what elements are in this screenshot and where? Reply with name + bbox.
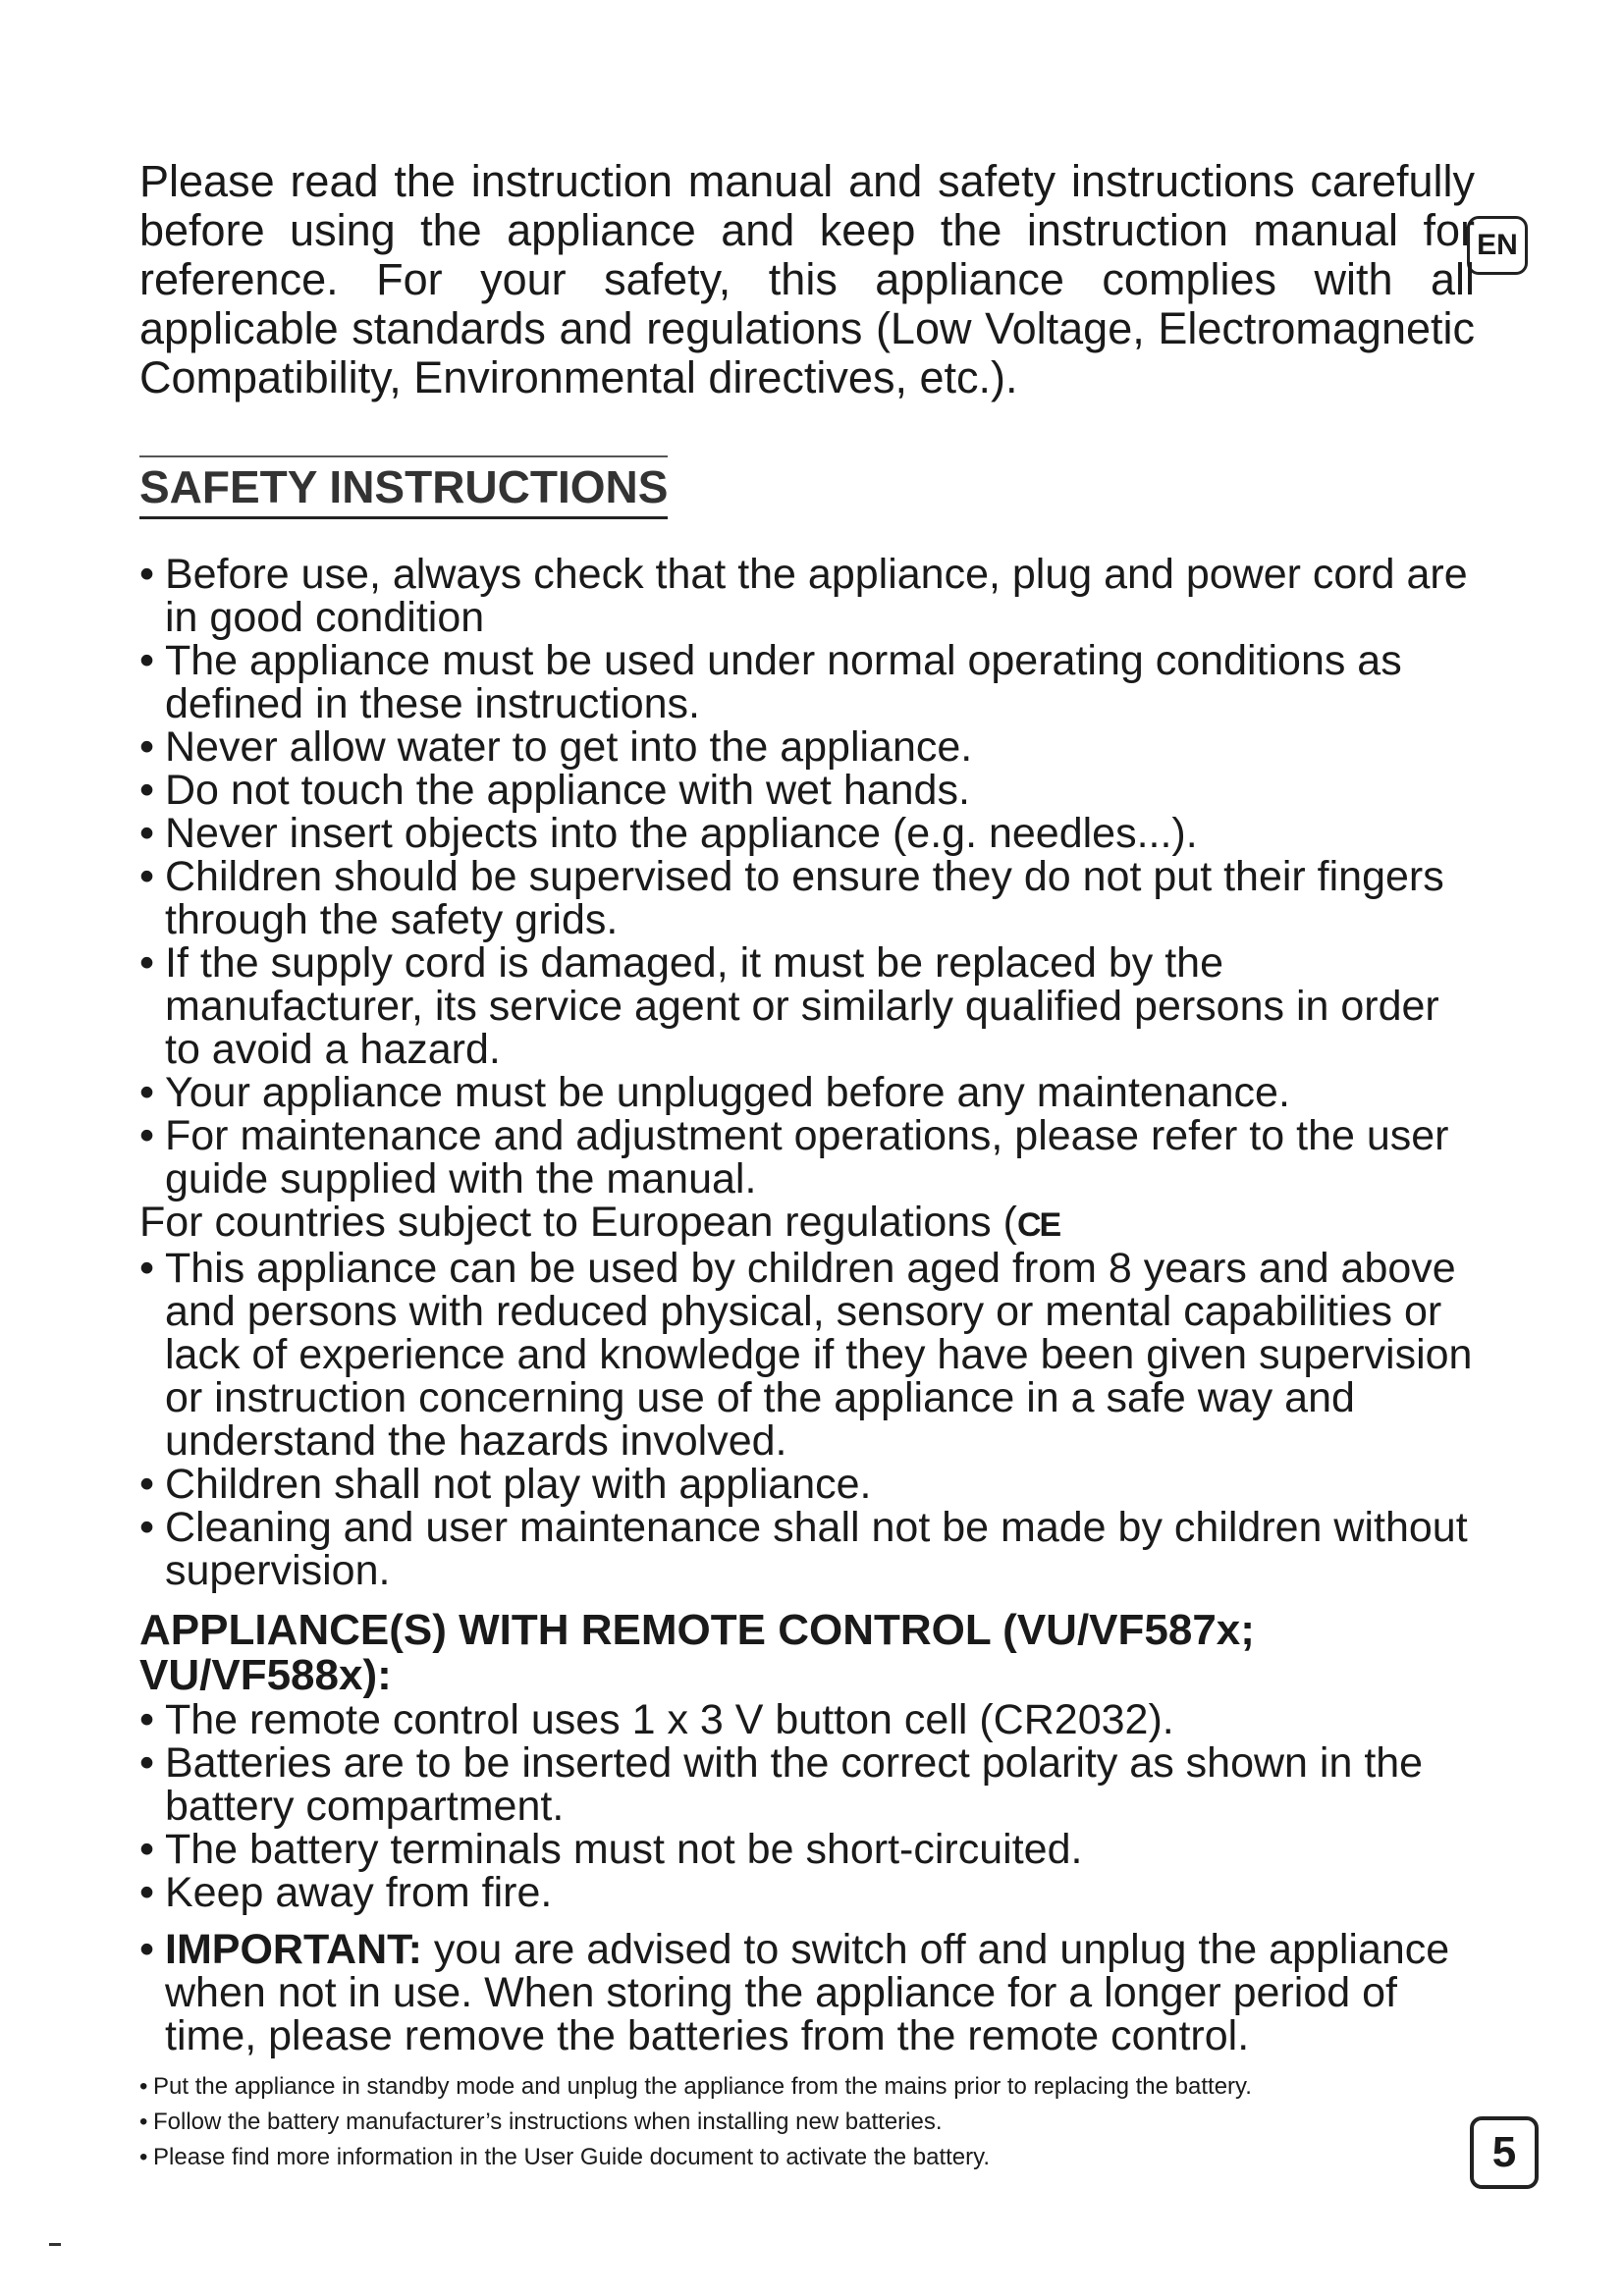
page-content (139, 157, 1475, 2175)
remote-item: • Batteries are to be inserted with the correct polarity as shown in the battery compartment. (139, 1741, 1475, 1828)
eu-safety-item: • Children shall not play with appliance. (139, 1463, 1475, 1506)
ce-mark-icon: CE (1016, 1206, 1060, 1244)
important-label: IMPORTANT: (165, 1926, 422, 1973)
safety-item: • Do not touch the appliance with wet hands. (139, 769, 1475, 812)
important-note (139, 1928, 1475, 2057)
safety-item: • Before use, always check that the appliance, plug and power cord are in good condition (139, 553, 1475, 639)
battery-note: • Follow the battery manufacturer’s instructions when installing new batteries. (139, 2105, 1475, 2140)
remote-control-list (139, 1698, 1475, 2057)
eu-safety-item: • Cleaning and user maintenance shall not be made by children without supervision. (139, 1506, 1475, 1592)
safety-item: • If the supply cord is damaged, it must be replaced by the manufacturer, its service agent or similarly qualified persons in order to avoid a hazard. (139, 941, 1475, 1071)
battery-note: • Please find more information in the User Guide document to activate the battery. (139, 2140, 1475, 2175)
page-number: 5 (1470, 2116, 1539, 2189)
remote-item: • Keep away from fire. (139, 1871, 1475, 1914)
corner-mark (49, 2243, 61, 2246)
remote-item: • The battery terminals must not be short-circuited. (139, 1828, 1475, 1871)
battery-note: • Put the appliance in standby mode and unplug the appliance from the mains prior to replacing the battery. (139, 2069, 1475, 2105)
eu-regulations-line (139, 1201, 1475, 1247)
safety-item: • The appliance must be used under normal operating conditions as defined in these instructions. (139, 639, 1475, 725)
language-badge: EN (1467, 216, 1528, 275)
safety-item: • Never insert objects into the appliance (e.g. needles...). (139, 812, 1475, 855)
safety-item: • Children should be supervised to ensure they do not put their fingers through the safety grids. (139, 855, 1475, 941)
safety-item: • Your appliance must be unplugged before any maintenance. (139, 1071, 1475, 1114)
eu-regulations-text: For countries subject to European regulations ( (139, 1199, 1017, 1246)
remote-control-heading: APPLIANCE(S) WITH REMOTE CONTROL (VU/VF587x; VU/VF588x): (139, 1606, 1255, 1699)
eu-safety-list (139, 1247, 1475, 1592)
intro-paragraph: Please read the instruction manual and safety instructions carefully before using the appliance and keep the instruction manual for reference. For your safety, this appliance complies with all applicable standards and regulations (Low Voltage, Electromagnetic Compatibility, Environmental directives, etc.). (139, 156, 1475, 402)
important-text: you are advised to switch off and unplug the appliance when not in use. When storing the appliance for a longer period of time, please remove the batteries from the remote control. (165, 1926, 1450, 2059)
safety-list (139, 553, 1475, 1201)
battery-notes (139, 2069, 1475, 2175)
eu-safety-item: • This appliance can be used by children aged from 8 years and above and persons with reduced physical, sensory or mental capabilities or lack of experience and knowledge if they have been given supervision or instruction concerning use of the appliance in a safe way and understand the hazards involved. (139, 1247, 1475, 1463)
safety-item: • For maintenance and adjustment operations, please refer to the user guide supplied with the manual. (139, 1114, 1475, 1201)
safety-item: • Never allow water to get into the appliance. (139, 725, 1475, 769)
remote-item: • The remote control uses 1 x 3 V button cell (CR2032). (139, 1698, 1475, 1741)
safety-instructions-title: SAFETY INSTRUCTIONS (139, 455, 668, 519)
